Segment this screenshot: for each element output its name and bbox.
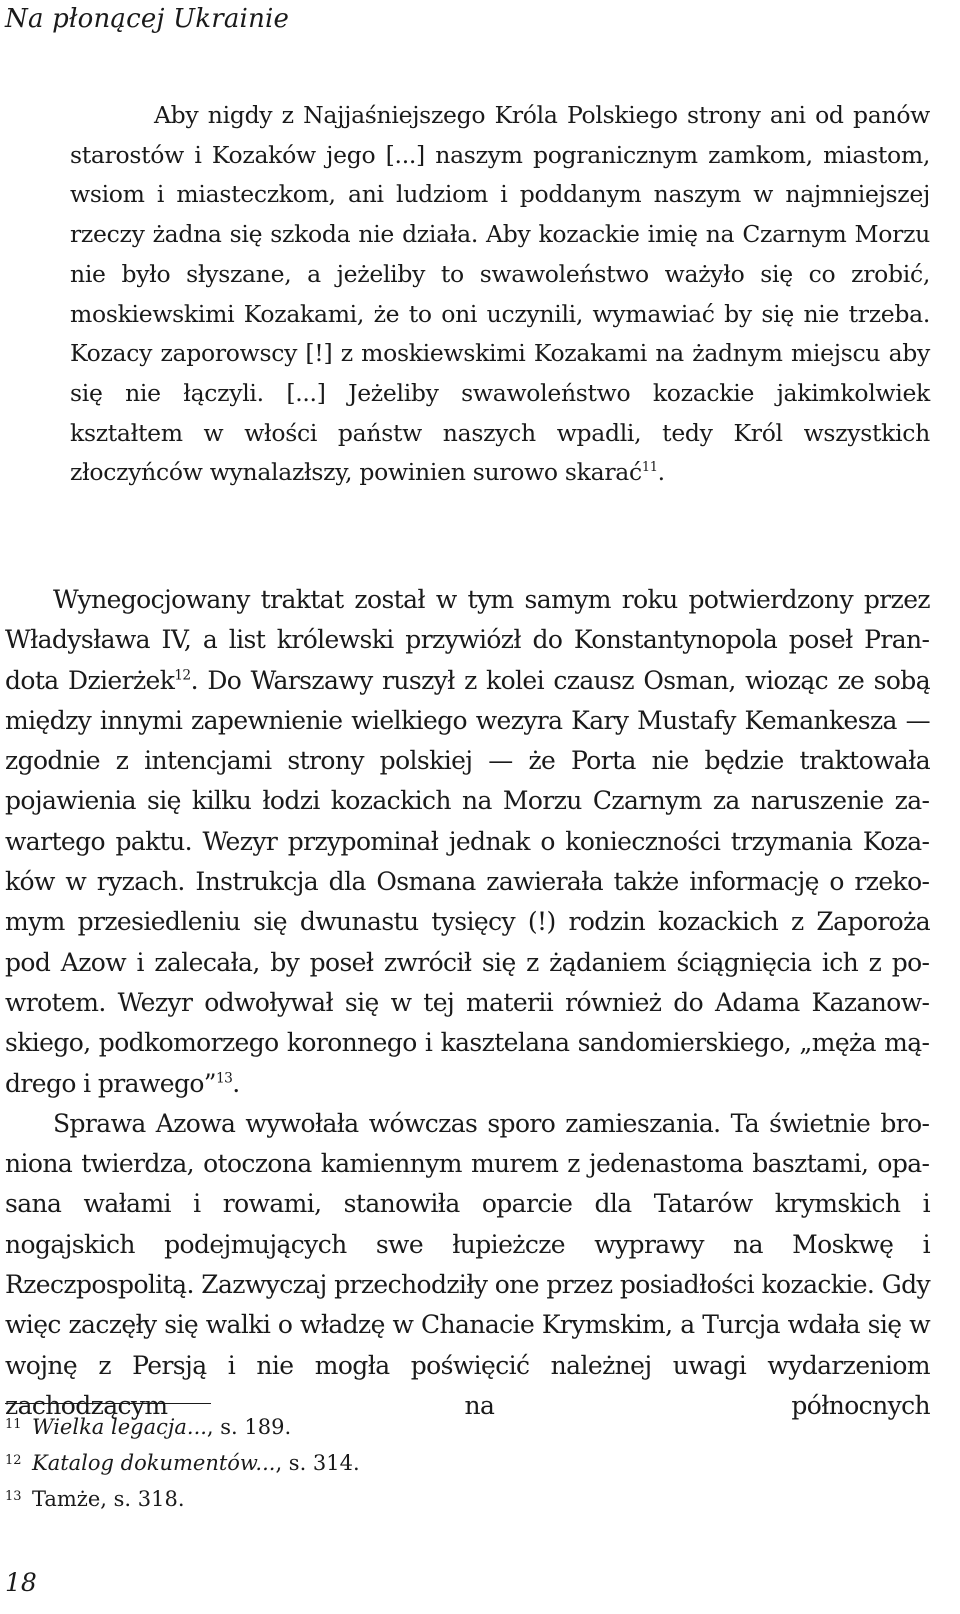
- footnote-text: , s. 314.: [275, 1451, 360, 1475]
- footnote-number: 12: [5, 1453, 22, 1468]
- footnote-number: 13: [5, 1489, 22, 1504]
- footnote-text: , s. 189.: [206, 1415, 292, 1439]
- text-line: mym przesiedleniu się dwunastu tysięcy (!) rodzin kozackich z Zaporoża: [5, 907, 930, 937]
- paragraph-treaty: [5, 580, 930, 1104]
- quote-end: .: [657, 458, 665, 487]
- text-line: ków w ryzach. Instrukcja dla Osmana zawierała także informację o rzeko: [5, 867, 930, 897]
- quote-line: starostów i Kozaków jego [...] naszym pogranicznym zamkom, mia: [70, 140, 867, 169]
- text-line: Sprawa Azowa wywołała wówczas sporo zamieszania. Ta świetnie bro: [53, 1108, 930, 1138]
- quote-line: szych wpadli, tedy Król wszystkich złoczyńców wynalazłszy, powi: [70, 418, 931, 487]
- footnote-ref-13[interactable]: 13: [215, 1069, 233, 1086]
- text-line: . Do Warszawy ruszył z kolei czausz Osman, wioząc ze sobą: [190, 665, 931, 695]
- quote-line: Aby nigdy z Najjaśniejszego Króla Polskiego strony ani od panów: [154, 101, 930, 129]
- text-line: mogła poświęcić należnej uwagi wydarzeniom zachodzącym na północnych: [5, 1350, 930, 1420]
- text-line: podejmujących swe łupieżcze wyprawy na Moskwę i Rzeczpospolitą. Zazwy: [5, 1229, 930, 1300]
- quote-line: woleństwo kozackie jakimkolwiek kształtem w włości państw na: [70, 378, 930, 447]
- text-line: Władysława IV, a list królewski przywiózł do Konstantynopola poseł Pran: [5, 625, 930, 655]
- quote-line: nien surowo skarać: [415, 458, 642, 487]
- footnote-13: [5, 1480, 705, 1516]
- page-number: 18: [5, 1568, 37, 1597]
- text-line: — zgodnie z intencjami strony polskiej — że Porta nie będzie traktowała: [5, 705, 930, 776]
- quote-line: żyło się co zrobić, moskiewskimi Kozakami, że to oni uczynili, wy: [70, 259, 930, 328]
- footnote-separator: [5, 1403, 211, 1404]
- quote-line: mawiać by się nie trzeba. Kozacy zaporowscy [!] z moskiewskimi: [70, 299, 931, 368]
- text-line: niona twierdza, otoczona kamiennym murem z jedenastoma basztami, opa: [5, 1149, 930, 1179]
- text-line: czaj przechodziły one przez posiadłości kozackie. Gdy więc zaczęły się wal: [5, 1270, 930, 1340]
- running-head: Na płonącej Ukrainie: [5, 4, 290, 34]
- footnote-title: Wielka legacja...: [32, 1415, 207, 1439]
- text-line: ki o władzę w Chanacie Krymskim, a Turcja wdała się w wojnę z Persją i nie: [5, 1310, 930, 1380]
- footnote-11: [5, 1408, 705, 1444]
- footnote-ref-12[interactable]: 12: [174, 666, 191, 683]
- text-line: skiego, podkomorzego koronnego i kasztelana sandomierskiego, „męża mą: [5, 1028, 930, 1058]
- paragraph-end: .: [232, 1068, 240, 1098]
- quote-line: mniejszej rzeczy żadna się szkoda nie działa. Aby kozackie imię na: [70, 180, 930, 249]
- text-line: wartego paktu. Wezyr przypominał jednak o konieczności trzymania Koza: [5, 826, 930, 856]
- footnote-number: 11: [5, 1417, 22, 1432]
- text-line: dota Dzierżek: [5, 665, 175, 695]
- quote-line: Czarnym Morzu nie było słyszane, a jeżeliby to swawoleństwo wa: [70, 220, 930, 288]
- text-line: pod Azow i zalecała, by poseł zwrócił się z żądaniem ściągnięcia ich z po: [5, 947, 930, 977]
- paragraph-azov: [5, 1104, 930, 1426]
- text-line: sana wałami i rowami, stanowiła oparcie dla Tatarów krymskich i nogajskich: [5, 1189, 930, 1259]
- footnote-title: Katalog dokumentów...: [32, 1451, 276, 1475]
- quote-line: stom, wsiom i miasteczkom, ani ludziom i poddanym naszym w naj: [70, 140, 930, 209]
- text-line: Wynegocjowany traktat został w tym samym roku potwierdzony przez: [53, 585, 930, 614]
- footnotes: [5, 1408, 705, 1516]
- block-quote: [70, 96, 930, 493]
- body-text: [5, 580, 930, 1426]
- footnote-text: Tamże, s. 318.: [32, 1487, 185, 1511]
- text-line: wrotem. Wezyr odwoływał się w tej materii również do Adama Kazanow: [5, 987, 930, 1017]
- text-line: pojawienia się kilku łodzi kozackich na Morzu Czarnym za naruszenie za: [5, 786, 930, 816]
- quote-line: Kozakami na żadnym miejscu aby się nie łączyli. [...] Jeżeliby swa: [70, 339, 931, 407]
- quote-paragraph: [70, 96, 930, 493]
- text-line: drego i prawego”: [5, 1068, 216, 1098]
- footnote-12: [5, 1444, 705, 1480]
- footnote-ref-11[interactable]: 11: [641, 460, 658, 476]
- text-line: między innymi zapewnienie wielkiego wezyra Kary Mustafy Kemankesza: [5, 705, 897, 735]
